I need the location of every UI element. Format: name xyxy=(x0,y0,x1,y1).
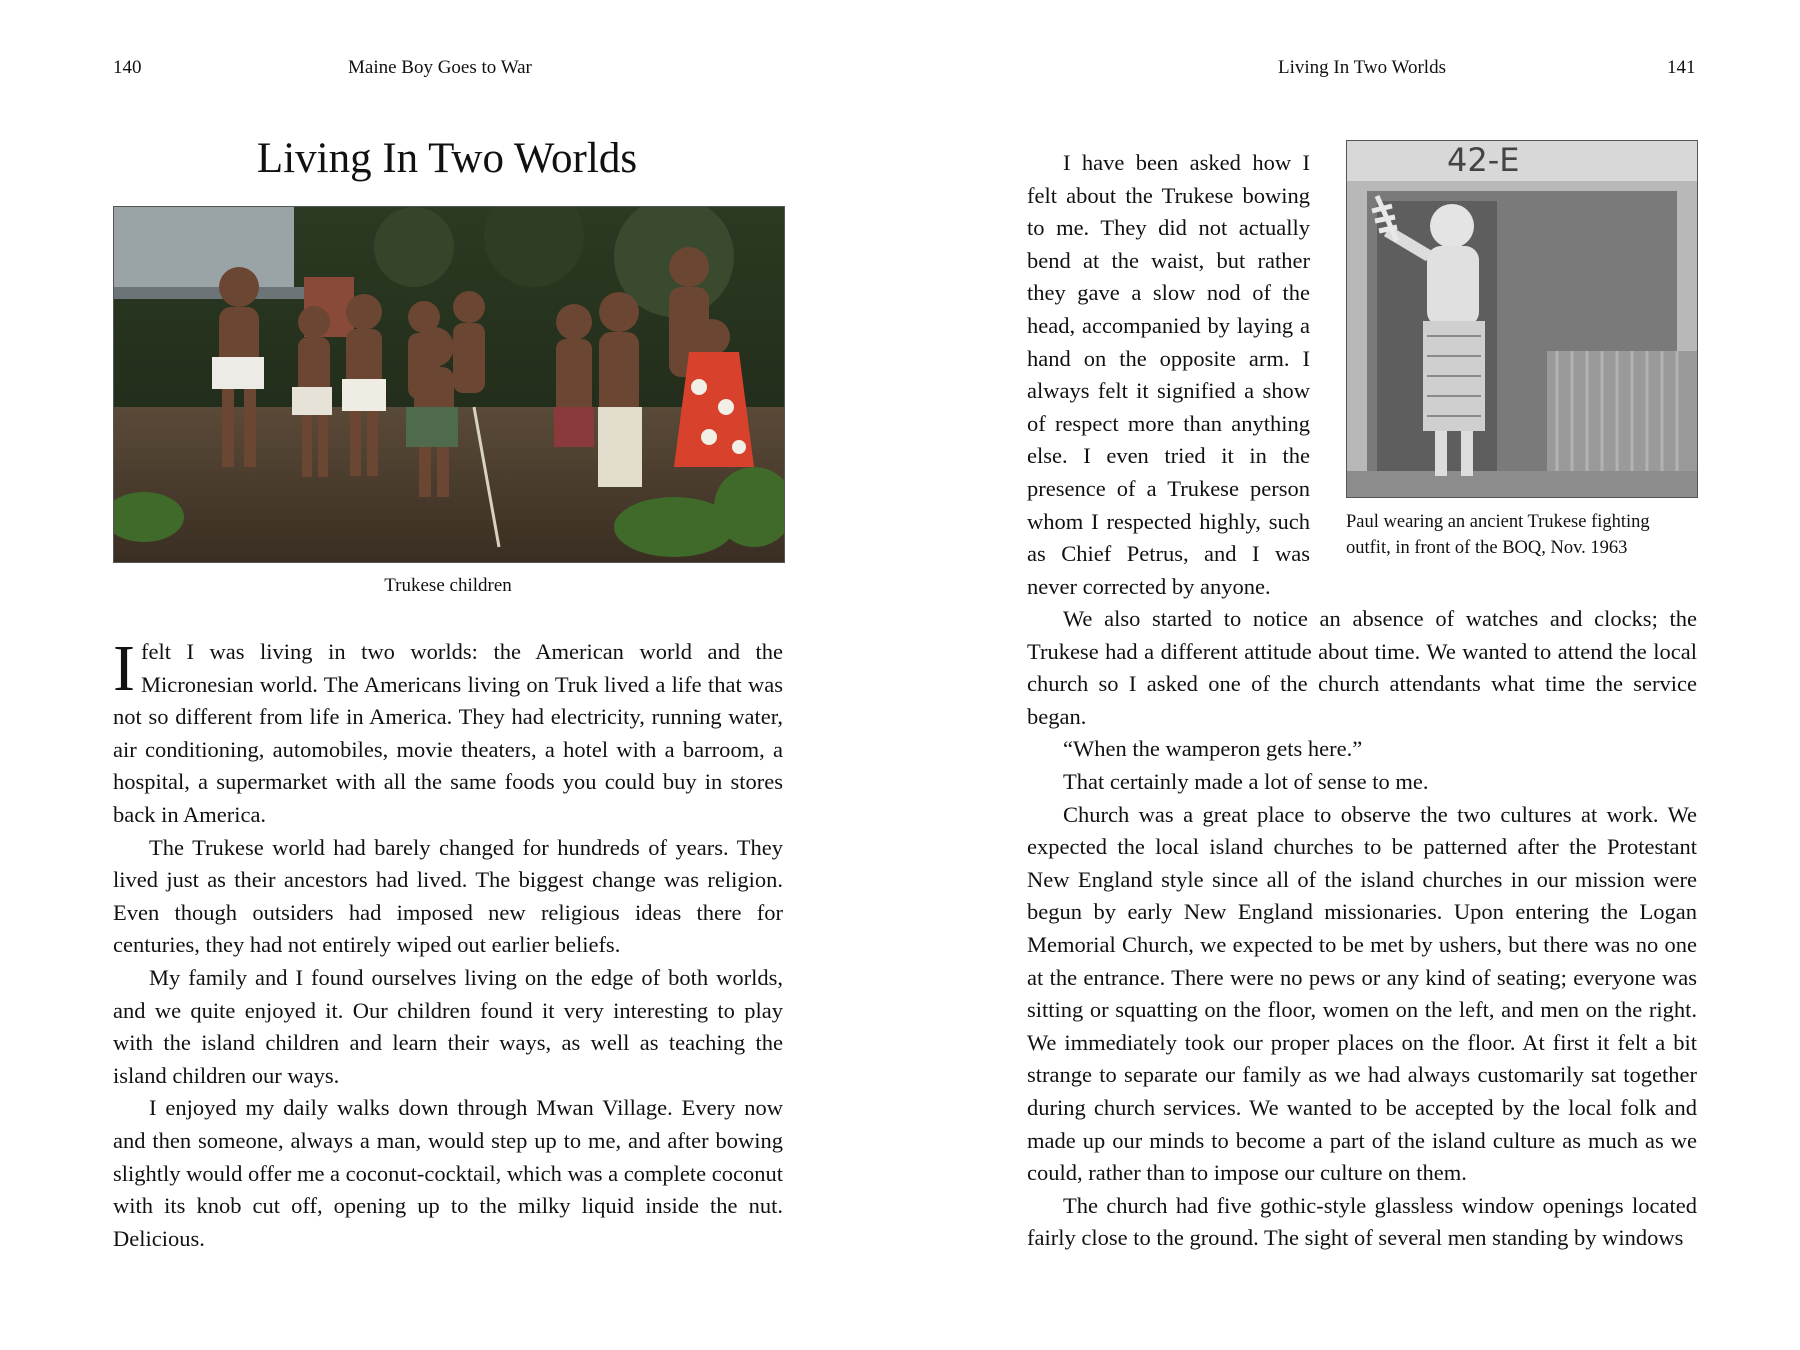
right-column-text xyxy=(1027,147,1310,603)
paragraph-bowing: I have been asked how I felt about the Trukese bowing to me. They did not actually bend at the waist, but rather they gave a slow nod of the head, accompanied by laying a hand on the opposite arm. I always felt it signified a show of respect more than anything else. I even tried it in the presence of a Trukese person whom I respected highly, such as Chief Petrus, and I was never corrected by anyone. xyxy=(1027,150,1310,599)
running-head-right: Living In Two Worlds xyxy=(1278,57,1446,78)
running-head-left: Maine Boy Goes to War xyxy=(348,57,532,78)
photo-caption-right-line-2: outfit, in front of the BOQ, Nov. 1963 xyxy=(1346,538,1628,558)
page-number-right: 141 xyxy=(1667,57,1696,78)
right-body-text xyxy=(1027,603,1697,1255)
children-photo-illustration xyxy=(114,207,784,562)
paragraph-quote: “When the wamperon gets here.” xyxy=(1063,736,1363,762)
paragraph-watches: We also started to notice an absence of watches and clocks; the Trukese had a different attitude about time. We wanted to attend the local church so I asked one of the church attendants what time the service began. xyxy=(1027,606,1697,729)
paragraph-1-text: felt I was living in two worlds: the American world and the Micronesian world. The Americans living on Truk lived a life that was not so different from life in America. They had electricity, running water, air conditioning, automobiles, movie theaters, a hotel with a barroom, a hospital, a supermarket with all the same foods you could buy in stores back in America. xyxy=(113,639,783,827)
paragraph-windows: The church had five gothic-style glassless window openings located fairly close to the ground. The sight of several men standing by windows xyxy=(1027,1192,1697,1251)
paragraph-sense: That certainly made a lot of sense to me. xyxy=(1063,768,1429,794)
paragraph-2: The Trukese world had barely changed for hundreds of years. They lived just as their ancestors had lived. The biggest change was religion. Even though outsiders had imposed new religious ideas there for centuries, they had not entirely wiped out earlier beliefs. xyxy=(113,834,783,958)
photo-sign-text: 42-E xyxy=(1447,141,1520,179)
photo-paul-fighting-outfit xyxy=(1346,140,1698,498)
left-body-text xyxy=(113,632,784,1255)
paragraph-4: I enjoyed my daily walks down through Mwan Village. Every now and then someone, always a man, would step up to me, and after bowing slightly would offer me a coconut-cocktail, which was a complete coconut with its knob cut off, opening up to the milky liquid inside the nut. Delicious. xyxy=(113,1095,784,1251)
paul-photo-illustration xyxy=(1347,141,1697,497)
page-number-left: 140 xyxy=(113,57,142,78)
right-page xyxy=(900,0,1800,1350)
photo-caption-right-line-1: Paul wearing an ancient Trukese fighting xyxy=(1346,512,1650,532)
drop-cap: I xyxy=(113,632,135,705)
photo-caption-left: Trukese children xyxy=(384,575,512,596)
paragraph-1 xyxy=(113,632,783,832)
paragraph-3: My family and I found ourselves living on the edge of both worlds, and we quite enjoyed it. Our children found it very interesting to play with the island children and learn their ways, as well as teaching the island children our ways. xyxy=(113,964,783,1088)
photo-trukese-children xyxy=(113,206,785,563)
photo-caption-right xyxy=(1346,509,1696,561)
chapter-title: Living In Two Worlds xyxy=(256,135,638,182)
paragraph-church: Church was a great place to observe the two cultures at work. We expected the local island churches to be patterned after the Protestant New England style since all of the island churches in our mission were begun by early New England missionaries. Upon entering the Logan Memorial Church, we expected to be met by ushers, but there was no one at the entrance. There were no pews or any kind of seating; everyone was sitting or squatting on the floor, women on the left, and men on the right. We immediately took our proper places on the floor. At first it felt a bit strange to separate our family as we had always customarily sat together during church services. We wanted to be accepted by the local folk and made up our minds to become a part of the island culture as much as we could, rather than to impose our culture on them. xyxy=(1027,801,1697,1186)
